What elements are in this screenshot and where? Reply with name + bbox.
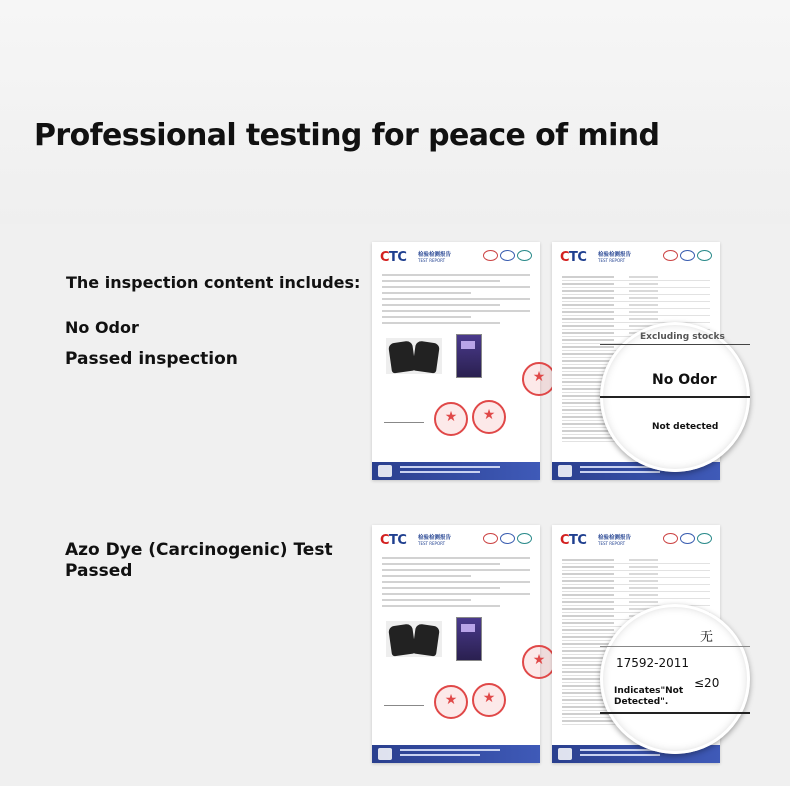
passed-inspection-label: Passed inspection	[65, 349, 238, 369]
report-text-lines	[382, 274, 530, 328]
red-seal-stamp: ★	[472, 400, 506, 434]
no-odor-label: No Odor	[65, 318, 139, 337]
not-detected-note: Indicates"Not Detected".	[614, 686, 684, 707]
red-seal-stamp: ★	[472, 683, 506, 717]
accreditation-marks	[483, 250, 532, 261]
red-seal-stamp: ★	[522, 645, 556, 679]
report-footer	[372, 462, 540, 480]
report-header	[380, 250, 532, 266]
divider	[600, 344, 750, 345]
report-header	[380, 533, 532, 549]
not-detected-result: Not detected	[652, 422, 719, 432]
none-symbol: 无	[700, 630, 714, 645]
divider	[600, 712, 750, 714]
accreditation-marks	[483, 533, 532, 544]
accreditation-marks	[663, 533, 712, 544]
odor-magnifier	[600, 322, 750, 472]
azo-magnifier	[600, 604, 750, 754]
accreditation-marks	[663, 250, 712, 261]
limit-value: ≤20	[694, 676, 720, 690]
signature	[384, 697, 424, 706]
report-title-en: TEST REPORT	[418, 541, 446, 546]
test-report-page-3	[372, 525, 546, 763]
report-header	[560, 250, 712, 266]
report-title: 检验检测报告	[418, 252, 452, 258]
gloves-photo	[386, 338, 442, 374]
report-title-en: TEST REPORT	[598, 541, 626, 546]
report-title: 检验检测报告	[418, 535, 452, 541]
divider	[600, 646, 750, 647]
no-odor-result: No Odor	[652, 372, 717, 388]
report-text-lines	[382, 557, 530, 611]
gloves-photo	[386, 621, 442, 657]
azo-dye-label: Azo Dye (Carcinogenic) Test Passed	[65, 540, 333, 581]
red-seal-stamp: ★	[434, 402, 468, 436]
cttc-logo: CTC	[560, 250, 587, 265]
page-headline: Professional testing for peace of mind	[34, 118, 660, 153]
report-title: 检验检测报告	[598, 535, 632, 541]
top-band	[0, 0, 790, 224]
cttc-logo: CTC	[560, 533, 587, 548]
package-photo	[456, 334, 482, 378]
red-seal-stamp: ★	[522, 362, 556, 396]
excluding-stocks-text: Excluding stocks	[640, 332, 725, 342]
package-photo	[456, 617, 482, 661]
test-report-page-1	[372, 242, 546, 480]
cttc-logo: CTC	[380, 250, 407, 265]
standard-number: 17592-2011	[616, 656, 690, 670]
inspection-intro: The inspection content includes:	[66, 273, 361, 292]
report-title-en: TEST REPORT	[418, 258, 446, 263]
cttc-logo: CTC	[380, 533, 407, 548]
red-seal-stamp: ★	[434, 685, 468, 719]
report-title: 检验检测报告	[598, 252, 632, 258]
report-title-en: TEST REPORT	[598, 258, 626, 263]
divider	[600, 396, 750, 398]
signature	[384, 414, 424, 423]
report-footer	[372, 745, 540, 763]
report-header	[560, 533, 712, 549]
